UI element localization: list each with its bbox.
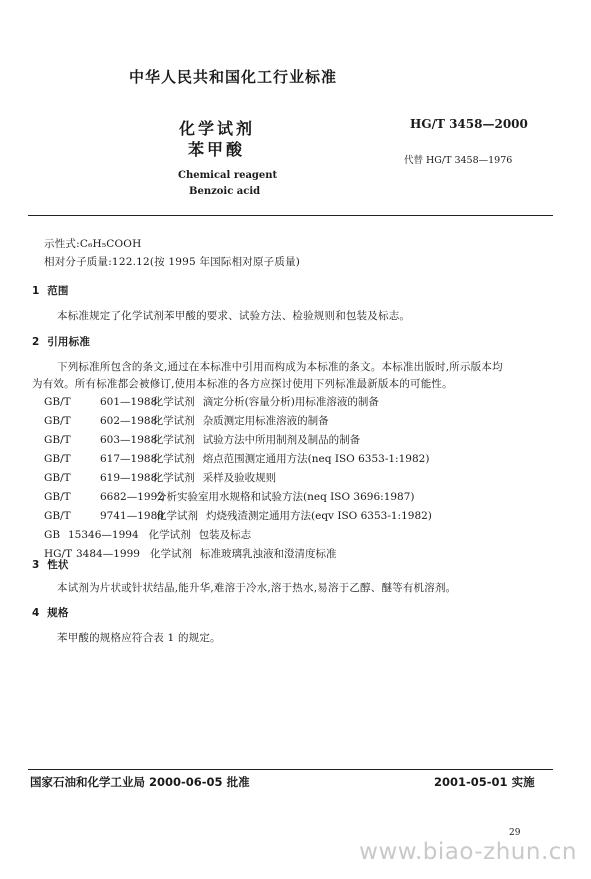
reference-row	[44, 413, 329, 428]
reference-row	[44, 470, 276, 485]
ref-category: 化学试剂	[149, 548, 192, 560]
reference-row	[44, 489, 423, 504]
ref-category: 化学试剂	[152, 396, 195, 408]
section-1-heading	[32, 283, 69, 298]
footer-divider	[28, 769, 553, 770]
ref-category: 化学试剂	[152, 453, 195, 465]
formula-value: C₆H₅COOH	[79, 238, 142, 250]
ref-number: 601—1988	[100, 396, 158, 408]
section-title: 引用标准	[47, 336, 91, 348]
ref-code: HG/T	[44, 548, 73, 560]
ref-code: GB/T	[44, 396, 71, 408]
ref-number: 617—1988	[100, 453, 158, 465]
ref-number: 3484—1999	[76, 548, 140, 560]
watermark-text: www.biao-zhun.cn	[359, 839, 577, 865]
ref-number: 15346—1994	[68, 529, 139, 541]
ref-number: 603—1988	[100, 434, 158, 446]
standard-number: HG/T 3458—2000	[410, 117, 528, 131]
section-title: 性状	[47, 559, 69, 571]
title-chinese-line1: 化学试剂	[179, 119, 256, 138]
title-chinese-line2: 苯甲酸	[188, 140, 246, 159]
ref-number: 619—1988	[100, 472, 158, 484]
reference-row	[44, 432, 360, 447]
formula-label: 示性式:	[44, 238, 80, 250]
section-2-intro-line1: 下列标准所包含的条文,通过在本标准中引用而构成为本标准的条文。本标准出版时,所示版本均	[57, 361, 503, 373]
section-number: 1	[32, 285, 40, 297]
ref-code: GB/T	[44, 453, 71, 465]
ref-category: 化学试剂	[152, 415, 195, 427]
section-number: 3	[32, 559, 40, 571]
section-1-text: 本标准规定了化学试剂苯甲酸的要求、试验方法、检验规则和包装及标志。	[57, 310, 411, 322]
header-divider	[28, 215, 553, 216]
reference-row	[44, 394, 379, 409]
ref-category: 化学试剂	[152, 472, 195, 484]
reference-row	[44, 508, 432, 523]
ref-title: 标准玻璃乳浊液和澄清度标准	[199, 548, 337, 560]
formula-line	[44, 236, 141, 251]
implementation-date: 2001-05-01 实施	[434, 775, 535, 789]
ref-code: GB/T	[44, 510, 71, 522]
ref-code: GB/T	[44, 434, 71, 446]
section-2-heading	[32, 334, 90, 349]
ref-code: GB/T	[44, 415, 71, 427]
section-3-heading	[32, 557, 69, 572]
title-english-line1: Chemical reagent	[178, 170, 278, 181]
section-4-text: 苯甲酸的规格应符合表 1 的规定。	[57, 632, 221, 644]
ref-code: GB	[44, 529, 61, 541]
section-4-heading	[32, 605, 69, 620]
ref-number: 9741—1988	[100, 510, 164, 522]
ref-title: 滴定分析(容量分析)用标准溶液的制备	[202, 396, 379, 408]
title-english-line2: Benzoic acid	[189, 186, 261, 197]
ref-title: 灼烧残渣测定通用方法(eqv ISO 6353-1:1982)	[206, 510, 432, 522]
ref-title: 熔点范围测定通用方法(neq ISO 6353-1:1982)	[202, 453, 430, 465]
section-title: 规格	[47, 607, 69, 619]
reference-row	[44, 546, 336, 561]
ref-title: 包装及标志	[198, 529, 252, 541]
section-3-text: 本试剂为片状或针状结晶,能升华,难溶于冷水,溶于热水,易溶于乙醇、醚等有机溶剂。	[57, 582, 457, 594]
molar-mass: 相对分子质量:122.12(按 1995 年国际相对原子质量)	[44, 256, 301, 268]
section-2-intro-line2: 为有效。所有标准都会被修订,使用本标准的各方应探讨使用下列标准最新版本的可能性。	[32, 378, 453, 390]
reference-row	[44, 451, 429, 466]
ref-code: GB/T	[44, 491, 71, 503]
section-number: 2	[32, 336, 40, 348]
reference-row	[44, 527, 251, 542]
ref-title: 采样及验收规则	[202, 472, 277, 484]
ref-title: 杂质测定用标准溶液的制备	[202, 415, 329, 427]
ref-title: 试验方法中所用制剂及制品的制备	[202, 434, 361, 446]
page-number: 29	[509, 828, 521, 838]
agency-standard-title: 中华人民共和国化工行业标准	[129, 68, 338, 86]
ref-category: 化学试剂	[148, 529, 191, 541]
section-title: 范围	[47, 285, 69, 297]
ref-code: GB/T	[44, 472, 71, 484]
ref-number: 602—1988	[100, 415, 158, 427]
approval-line: 国家石油和化学工业局 2000-06-05 批准	[30, 775, 250, 789]
section-number: 4	[32, 607, 40, 619]
ref-category: 分析实验室用水规格和试验方法(neq ISO 3696:1987)	[156, 491, 415, 503]
ref-category: 化学试剂	[152, 434, 195, 446]
ref-number: 6682—1992	[100, 491, 164, 503]
replaces-standard: 代替 HG/T 3458—1976	[404, 155, 513, 166]
ref-category: 化学试剂	[156, 510, 199, 522]
